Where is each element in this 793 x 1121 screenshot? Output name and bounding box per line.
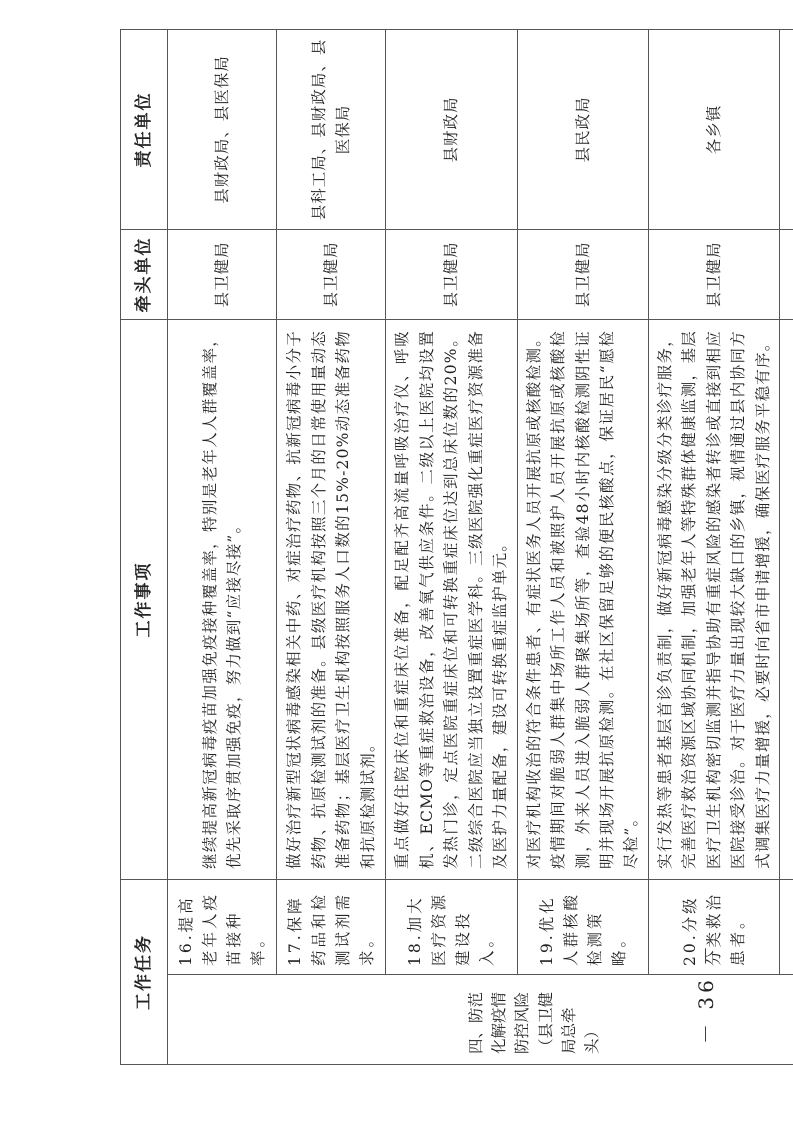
task-cell: 20.分级分类救治患者。 <box>648 880 779 975</box>
rotated-table-wrapper <box>120 30 772 1065</box>
responsible-cell: 县科工局、县财政局、县医保局 <box>277 30 386 230</box>
header-task: 工作任务 <box>121 880 168 1065</box>
header-item: 工作事项 <box>121 320 168 880</box>
item-cell: 实行发热等患者基层首诊负责制，做好新冠病毒感染分级分类诊疗服务，完善医疗救治资源区域协同机制，加强老年人等特殊群体健康监测，基层医疗卫生机构密切监测并指导协助有重症风险的感染者转诊或直接到相应医院接受诊治。对于医疗力量出现较大缺口的乡镇，视情通过县内协同方式调集医疗力量增援，必要时向省市申请增援，确保医疗服务平稳有序。 <box>648 320 779 880</box>
table-row <box>277 30 386 1065</box>
lead-cell: 县卫健局 <box>386 230 517 320</box>
responsible-cell: 县财政局 <box>386 30 517 230</box>
lead-cell: 县卫健局 <box>277 230 386 320</box>
responsible-cell: 县民政局 <box>517 30 648 230</box>
lead-cell: 县卫健局 <box>648 230 779 320</box>
page-number: － 36 － <box>694 941 718 1044</box>
table-row <box>168 30 277 1065</box>
table-row <box>517 30 648 1065</box>
header-responsible: 责任单位 <box>121 30 168 230</box>
lead-cell: 县卫健局 <box>517 230 648 320</box>
item-cell: 对医疗机构收治的符合条件患者、有症状医务人员开展抗原或核酸检测。疫情期间对脆弱人群集中场所工作人员和被照护人员开展抗原或核酸检测，外来人员进入脆弱人群聚集场所等，查验48小时内核酸检测阴性证明并现场开展抗原检测。在社区保留足够的便民核酸点，保证居民“愿检尽检”。 <box>517 320 648 880</box>
header-row <box>121 30 168 1065</box>
work-plan-table <box>120 29 793 1065</box>
responsible-cell: 县财政局、县医保局 <box>168 30 277 230</box>
item-cell: 重点做好住院床位和重症床位准备，配足配齐高流量呼吸治疗仪、呼吸机、ECMO等重症救治设备，改善氧气供应条件。二级以上医院均设置发热门诊，定点医院重症床位和可转换重症床位达到总床位数的20%。二级综合医院应当独立设置重症医学科。三级医院强化重症医疗资源准备及医护力量配备，建设可转换重症监护单元。 <box>386 320 517 880</box>
task-cell: 16.提高老年人疫苗接种率。 <box>168 880 277 975</box>
empty-cell <box>780 880 793 975</box>
table-row <box>386 30 517 1065</box>
empty-cell <box>780 30 793 230</box>
responsible-cell: 各乡镇 <box>648 30 779 230</box>
task-cell: 18.加大医疗资源建设投入。 <box>386 880 517 975</box>
empty-cell <box>780 320 793 880</box>
task-cell: 17.保障药品和检测试剂需求。 <box>277 880 386 975</box>
item-cell: 继续提高新冠病毒疫苗加强免疫接种覆盖率，特别是老年人人群覆盖率，优先采取序贯加强免疫，努力做到“应接尽接”。 <box>168 320 277 880</box>
task-cell: 19.优化人群核酸检测策略。 <box>517 880 648 975</box>
header-lead: 牵头单位 <box>121 230 168 320</box>
empty-row <box>780 30 793 1065</box>
category-cell: 四、防范化解疫情防控风险（县卫健局总牵头） <box>168 975 793 1065</box>
lead-cell: 县卫健局 <box>168 230 277 320</box>
table-row <box>648 30 779 1065</box>
empty-cell <box>780 230 793 320</box>
item-cell: 做好治疗新型冠状病毒感染相关中药、对症治疗药物、抗新冠病毒小分子药物、抗原检测试剂的准备。县级医疗机构按照三个月的日常使用量动态准备药物；基层医疗卫生机构按照服务人口数的15%-20%动态准备药物和抗原检测试剂。 <box>277 320 386 880</box>
